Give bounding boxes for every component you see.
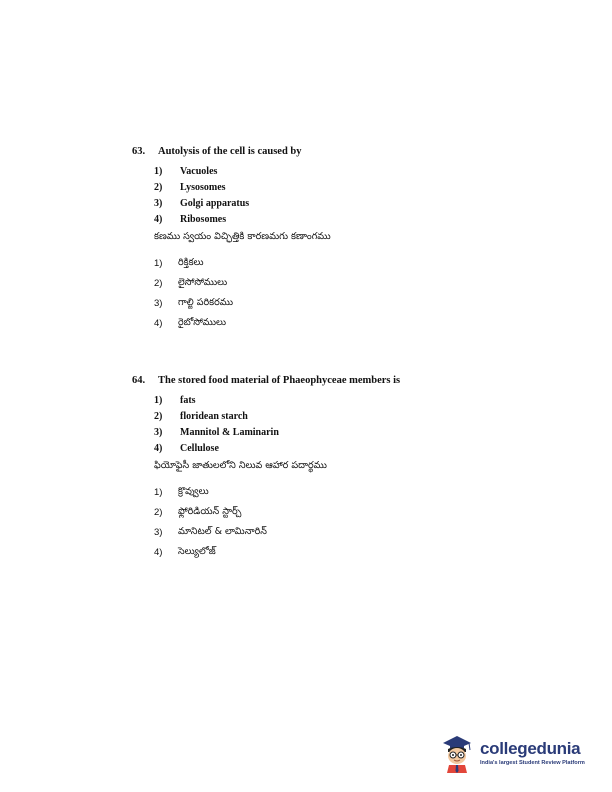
logo-text [480,740,585,766]
option-item [154,179,572,195]
option-list [154,392,572,457]
collegedunia-logo[interactable] [440,730,600,776]
telugu-option-list [154,483,572,563]
option-number: 1) [154,165,163,177]
option-number: 3) [154,197,163,209]
option-text: Mannitol & Laminarin [180,426,279,438]
question-stem [132,146,572,157]
option-text: Cellulose [180,443,219,455]
option-number: 3) [154,298,163,310]
option-number: 4) [154,214,163,226]
question-text: The stored food material of Phaeophyceae members is [158,375,401,386]
option-number: 4) [154,318,163,330]
telugu-question-text: ఫియోఫైసీ జాతులలోని నిలువ ఆహార పదార్థము [154,459,327,471]
telugu-option-item [154,483,572,503]
option-text: floridean starch [180,410,248,422]
option-number: 3) [154,426,163,438]
option-number: 4) [154,547,163,559]
telugu-option-item [154,314,572,334]
option-list [154,163,572,228]
logo-tagline: India's largest Student Review Platform [480,760,585,766]
option-number: 1) [154,258,163,270]
option-number: 2) [154,410,163,422]
question-stem [132,375,572,386]
option-text: లైసోసోములు [178,277,228,289]
option-text: fats [180,394,196,406]
question-number: 64. [132,375,146,386]
option-text: రైబోసోములు [178,317,227,329]
option-text: క్రొవ్వులు [178,486,209,498]
option-text: Vacuoles [180,165,218,177]
option-number: 2) [154,507,163,519]
question-text: Autolysis of the cell is caused by [158,146,302,157]
option-number: 1) [154,394,163,406]
telugu-option-item [154,254,572,274]
option-item [154,408,572,424]
option-text: మానిటల్ & లామినారిన్ [178,526,267,538]
logo-name: collegedunia [480,739,581,758]
option-text: రిక్తికలు [178,257,204,269]
question-64 [132,375,572,563]
option-item [154,212,572,228]
option-text: ఫ్లోరిడియన్ స్టార్చ్ [178,506,242,518]
student-mascot-icon [440,733,474,773]
option-number: 4) [154,443,163,455]
question-63 [132,146,572,334]
option-number: 2) [154,181,163,193]
option-item [154,392,572,408]
option-item [154,441,572,457]
option-text: సెల్యులోజ్ [178,546,216,558]
option-text: Lysosomes [180,181,226,193]
option-item [154,195,572,211]
telugu-option-item [154,503,572,523]
option-number: 3) [154,527,163,539]
telugu-question-text: కణము స్వయం విచ్ఛిత్తికి కారణమగు కణాంగము [154,230,331,242]
option-text: Golgi apparatus [180,197,250,209]
option-item [154,424,572,440]
option-number: 2) [154,278,163,290]
telugu-option-item [154,274,572,294]
option-number: 1) [154,487,163,499]
telugu-option-item [154,294,572,314]
option-text: గాల్జి పరికరము [178,297,234,309]
question-number: 63. [132,146,146,157]
option-text: Ribosomes [180,214,227,226]
telugu-option-item [154,543,572,563]
option-item [154,163,572,179]
telugu-option-list [154,254,572,334]
telugu-option-item [154,523,572,543]
